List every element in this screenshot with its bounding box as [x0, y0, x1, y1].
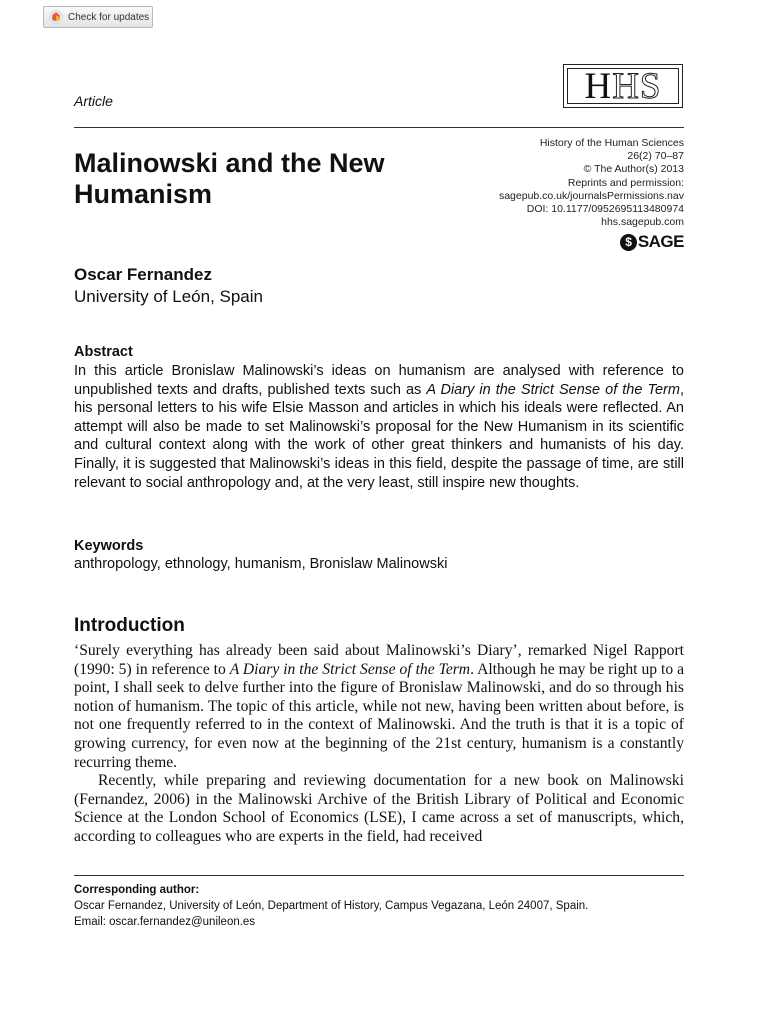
abstract-text: In this article Bronislaw Malinowski’s ideas on humanism are analysed with reference to unpublished texts and drafts, published texts such as A Diary in the Strict Sense of the Term, his personal letters to his wife Elsie Masson and articles in which his ideals were reflected. An attempt will also be made to set Malinowski’s proposal for the New Humanism in its scientific and cultural context along with the work of other great thinkers and humanists of his day. Finally, it is suggested that Malinowski’s ideas in this field, despite the passage of time, are still relevant to social anthropology and, at the very least, still inspire new thoughts. [74, 363, 684, 491]
sage-logo [620, 232, 684, 252]
author-affiliation: University of León, Spain [74, 287, 263, 306]
check-for-updates-label: Check for updates [68, 11, 150, 23]
article-title: Malinowski and the New Humanism [74, 148, 385, 209]
keywords-heading: Keywords [74, 538, 144, 554]
journal-logo: H HS [563, 64, 683, 108]
copyright-line: © The Author(s) 2013 [583, 163, 684, 176]
footnote-divider [74, 875, 684, 876]
sage-logo-text: SAGE [637, 232, 684, 251]
check-for-updates-button[interactable] [43, 6, 153, 28]
keywords-list: anthropology, ethnology, humanism, Bronislaw Malinowski [74, 556, 448, 572]
journal-name: History of the Human Sciences [539, 137, 684, 149]
intro-paragraph-2: Recently, while preparing and reviewing documentation for a new book on Malinowski (Fernandez, 2006) in the Malinowski Archive of the British Library of Political and Economic Science at the London School of Economics (LSE), I came across a set of manuscripts, which, according to colleagues who are experts in the field, had received [74, 772, 684, 845]
reprints-line: Reprints and permission: [567, 176, 684, 189]
introduction-heading: Introduction [74, 615, 185, 636]
intro-paragraph-1: ‘Surely everything has already been said about Malinowski’s Diary’, remarked Nigel Rapport (1990: 5) in reference to A Diary in the Strict Sense of the Term. Although he may be right up to a point, I shall seek to delve further into the figure of Bronislaw Malinowski, and do so through his notion of humanism. The topic of this article, while not new, having been written about before, is not one frequently referred to in the context of Malinowski. And the truth is that it is a topic of growing currency, for even now at the beginning of the 21st century, humanism is a constantly recurring theme. [74, 642, 685, 771]
journal-site-link[interactable]: hhs.sagepub.com [601, 216, 684, 229]
header-divider [74, 127, 684, 128]
diary-title-italic: A Diary in the Strict Sense of the Term [229, 660, 471, 678]
sage-dollar-icon: $ [620, 234, 637, 251]
check-for-updates-icon [49, 10, 63, 24]
article-type-label: Article [74, 93, 113, 109]
volume-issue-pages: 26(2) 70–87 [627, 150, 684, 163]
diary-title-italic: A Diary in the Strict Sense of the Term [426, 381, 680, 398]
author-name: Oscar Fernandez [74, 265, 212, 284]
introduction-body [74, 642, 684, 847]
permissions-link[interactable]: sagepub.co.uk/journalsPermissions.nav [498, 189, 684, 202]
corresponding-author-heading: Corresponding author: [74, 884, 200, 896]
abstract-heading: Abstract [74, 344, 133, 360]
corresponding-author-email[interactable]: Email: oscar.fernandez@unileon.es [74, 916, 256, 928]
doi-line[interactable]: DOI: 10.1177/0952695113480974 [526, 203, 684, 216]
corresponding-author-address: Oscar Fernandez, University of León, Department of History, Campus Vegazana, León 24007, Spain. [74, 900, 589, 912]
journal-metadata [384, 137, 684, 229]
